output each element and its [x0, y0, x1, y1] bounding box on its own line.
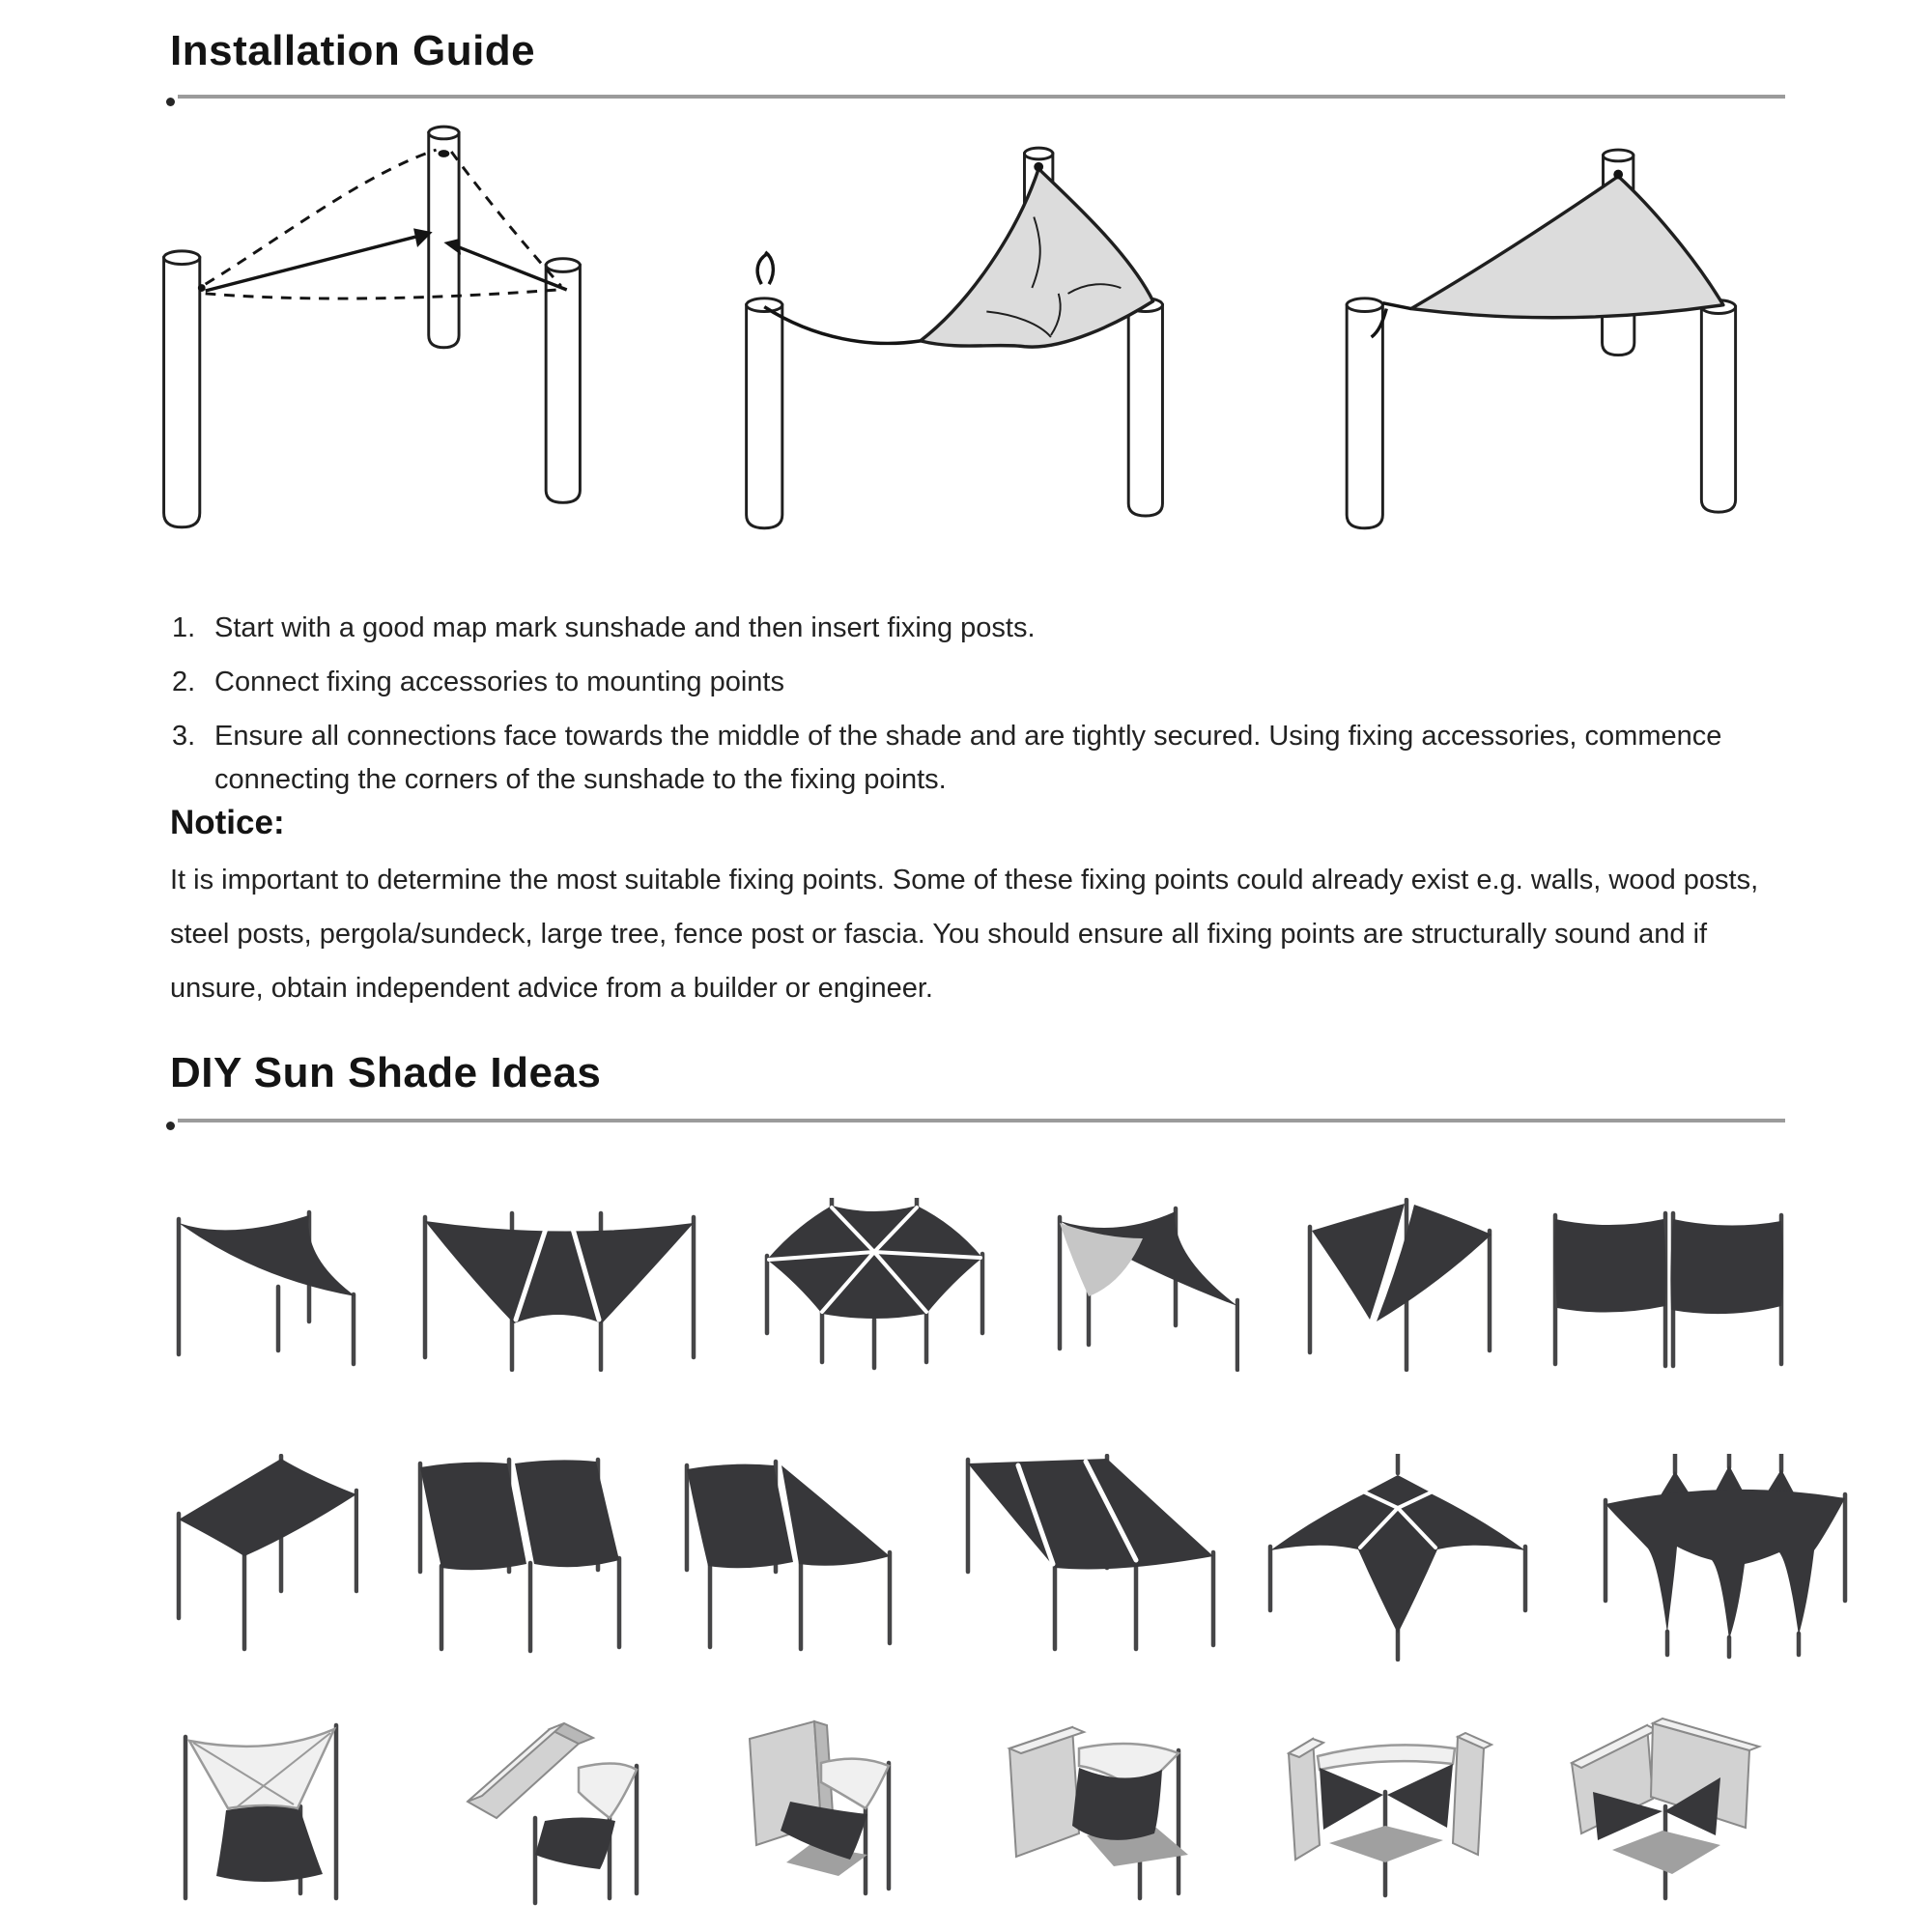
notice-text: It is important to determine the most suitable fixing points. Some of these fixing points could already exist e.g. walls, wood posts, steel posts, pergola/sundeck, large tree, fence post or fascia. You should ensure all fixing points are structurally sound and if unsure, obtain independent advice from a builder or engineer. [170, 865, 1759, 1004]
step-number: 2. [172, 666, 196, 697]
step-number: 1. [172, 612, 196, 643]
idea-triple-scallop-shade [1600, 1454, 1851, 1662]
diy-ideas-title: DIY Sun Shade Ideas [170, 1049, 602, 1096]
idea-two-walls-bowtie-sails [1269, 1710, 1502, 1932]
step-3-shade-stretched-tight-diagram [1275, 108, 1797, 562]
idea-double-triangle-m-sails [419, 1198, 699, 1372]
idea-corner-walls-bowtie-sails [1554, 1710, 1776, 1932]
idea-two-slanted-rectangle-sails [412, 1454, 638, 1662]
idea-wall-slab-with-sails [723, 1710, 903, 1932]
idea-hexagon-tent-with-center-drop [1263, 1454, 1533, 1662]
diy-ideas-rule [166, 1117, 1785, 1128]
rule-line [178, 1119, 1785, 1122]
idea-leaning-wall-with-sails [443, 1710, 647, 1932]
step-text: Ensure all connections face towards the middle of the shade and are tightly secured. Using fixing accessories, commence connecting the corners of the sunshade to the fixing points. [214, 720, 1722, 795]
idea-diamond-square-sail [175, 1454, 358, 1662]
step-2-attach-shade-loosely-diagram [715, 108, 1198, 562]
step-item-2 [172, 661, 1804, 704]
idea-kite-twin-triangle-sails [1306, 1198, 1494, 1372]
rule-dot [166, 1122, 175, 1130]
idea-triangle-sail-on-three-posts [174, 1198, 377, 1372]
installation-guide-title: Installation Guide [170, 27, 536, 74]
installation-steps [172, 607, 1804, 812]
step-1-posts-with-guide-ropes-diagram [145, 108, 599, 562]
step-item-1 [172, 607, 1804, 650]
notice-title: Notice: [170, 804, 285, 841]
idea-hexagon-panel-shade [762, 1198, 987, 1372]
idea-rectangle-and-triangle-sails [681, 1454, 894, 1662]
step-item-3 [172, 715, 1804, 802]
idea-split-panel-slanted-shade [962, 1454, 1219, 1662]
rule-line [178, 95, 1785, 99]
installation-diagrams [135, 108, 1797, 572]
idea-twin-square-sails [1549, 1198, 1787, 1372]
idea-layered-light-and-dark-sails [170, 1710, 385, 1932]
step-text: Start with a good map mark sunshade and then insert fixing posts. [214, 612, 1036, 643]
installation-guide-rule [166, 93, 1785, 104]
step-number: 3. [172, 720, 196, 752]
idea-dark-and-light-triangle-sails [1056, 1198, 1239, 1372]
rule-dot [166, 98, 175, 106]
idea-wall-and-posts-dark-sail [990, 1710, 1200, 1932]
step-text: Connect fixing accessories to mounting points [214, 666, 784, 697]
